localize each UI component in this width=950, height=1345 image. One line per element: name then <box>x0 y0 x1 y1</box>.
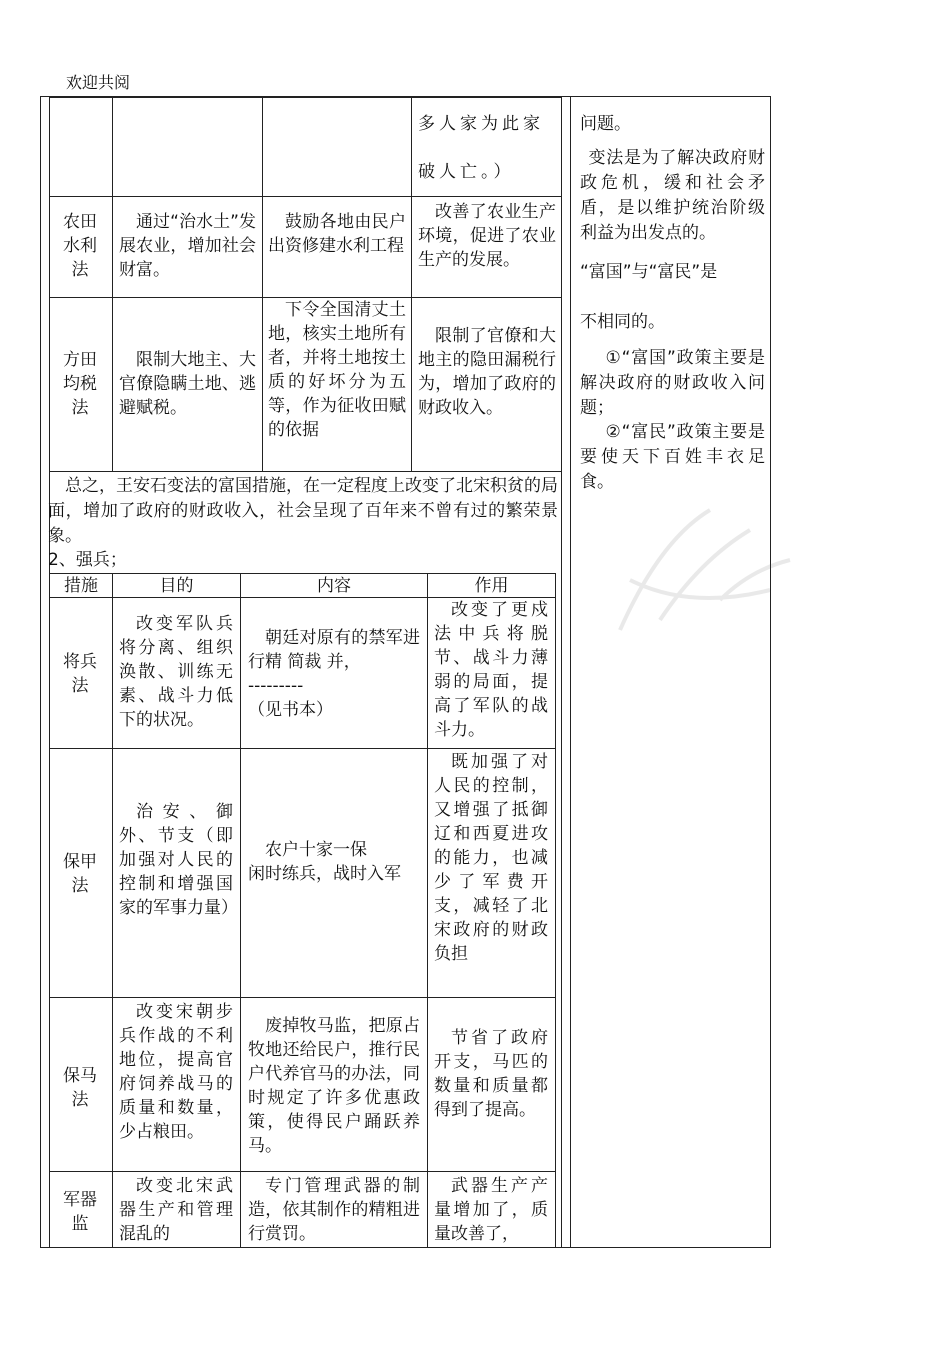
t2-r0-purpose: 改变军队兵将分离、组织涣散、训练无素、战斗力低下的状况。 <box>119 614 233 730</box>
note-p1: 问题。 <box>580 114 631 134</box>
watermark-graphic <box>600 480 800 660</box>
page-header: 欢迎共阅 <box>66 73 131 92</box>
t2-row-sep <box>49 748 555 749</box>
t2-r2-content: 废掉牧马监，把原占牧地还给民户，推行民户代养官马的办法，同时规定了许多优惠政策，使得民户踊跃养马。 <box>248 1016 420 1156</box>
t2-r1-purpose: 治安、御外、节支（即加强对人民的控制和增强国家的军事力量） <box>119 802 238 918</box>
t2-r2-effect: 节省了政府开支，马匹的数量和质量都得到了提高。 <box>434 1028 548 1120</box>
column-divider <box>561 96 562 1248</box>
t2-r2-purpose: 改变宋朝步兵作战的不利地位，提高官府饲养战马的质量和数量，少占粮田。 <box>119 1002 233 1142</box>
t1-r0-c4: 多人家为此家 破人亡。） <box>418 114 544 182</box>
t1-r1-purpose: 通过“治水土”发展农业，增加社会财富。 <box>119 212 256 280</box>
t2-right-border <box>555 573 556 1248</box>
note-p2: 变法是为了解决政府财政危机，缓和社会矛盾，是以维护统治阶级利益为出发点的。 <box>580 148 765 243</box>
t1-col-sep <box>112 97 113 471</box>
t2-r0-effect: 改变了更戍法中兵将脱节、战斗力薄弱的局面，提高了军队的战斗力。 <box>434 600 548 740</box>
t2-r3-content: 专门管理武器的制造，依其制作的精粗进行赏罚。 <box>248 1176 420 1244</box>
t2-row-sep <box>49 1171 555 1172</box>
t2-header-measure: 措施 <box>64 576 98 596</box>
note-p3: “富国”与“富民”是 <box>580 262 718 282</box>
t2-col-sep <box>427 573 428 1248</box>
t1-r2-effect: 限制了官僚和大地主的隐田漏税行为，增加了政府的财政收入。 <box>418 326 556 418</box>
t2-r1-effect: 既加强了对人民的控制，又增强了抵御辽和西夏进攻的能力，也减少了军费开支，减轻了北宋政府的财政负担 <box>434 752 548 964</box>
note-p6: ②“富民”政策主要是要使天下百姓丰衣足食。 <box>580 422 765 492</box>
t2-r3-effect: 武器生产产量增加了，质量改善了， <box>434 1176 548 1244</box>
t2-row-sep <box>49 997 555 998</box>
section-title: 2、强兵； <box>48 550 127 570</box>
inner-left-border <box>49 96 50 1248</box>
t2-header-content: 内容 <box>317 576 351 596</box>
t2-r3-name: 军器 监 <box>63 1190 97 1234</box>
t2-header-purpose: 目的 <box>159 576 194 596</box>
t2-r2-name: 保马 法 <box>63 1066 97 1110</box>
t2-r1-content: 农户十家一保 闲时练兵，战时入军 <box>248 840 401 884</box>
t1-r2-content: 下令全国清丈土地，核实土地所有者，并将土地按土质的好坏分为五等，作为征收田赋的依据 <box>268 300 406 440</box>
t1-r2-name: 方田 均税 法 <box>63 350 97 418</box>
t2-r0-name: 将兵 法 <box>63 652 97 696</box>
t1-top <box>49 97 561 98</box>
t2-r0-content: 朝廷对原有的禁军进 行精 简裁 并， --------- （见书本） <box>248 628 420 720</box>
t1-r1-content: 鼓励各地由民户出资修建水利工程 <box>268 212 406 256</box>
t2-r3-purpose: 改变北宋武器生产和管理混乱的 <box>119 1176 233 1244</box>
t2-col-sep <box>112 573 113 1248</box>
t1-r1-name: 农田 水利 法 <box>63 212 97 280</box>
notes-left-border <box>570 96 571 1248</box>
t1-r2-purpose: 限制大地主、大官僚隐瞒土地、逃避赋税。 <box>119 350 256 418</box>
t1-col-sep <box>411 97 412 471</box>
note-p5: ①“富国”政策主要是解决政府的财政收入问题； <box>580 348 765 418</box>
t2-header-effect: 作用 <box>474 576 509 596</box>
note-p4: 不相同的。 <box>580 312 665 332</box>
t2-col-sep <box>240 573 241 1248</box>
t1-col-sep <box>262 97 263 471</box>
t2-r1-name: 保甲 法 <box>63 852 97 896</box>
t1-bottom <box>49 471 561 472</box>
t1-r1-effect: 改善了农业生产环境，促进了农业生产的发展。 <box>418 202 556 270</box>
t1-row-sep <box>49 196 561 197</box>
summary-paragraph: 总之，王安石变法的富国措施，在一定程度上改变了北宋积贫的局面，增加了政府的财政收入，社会呈现了百年来不曾有过的繁荣景象。 <box>48 476 558 546</box>
